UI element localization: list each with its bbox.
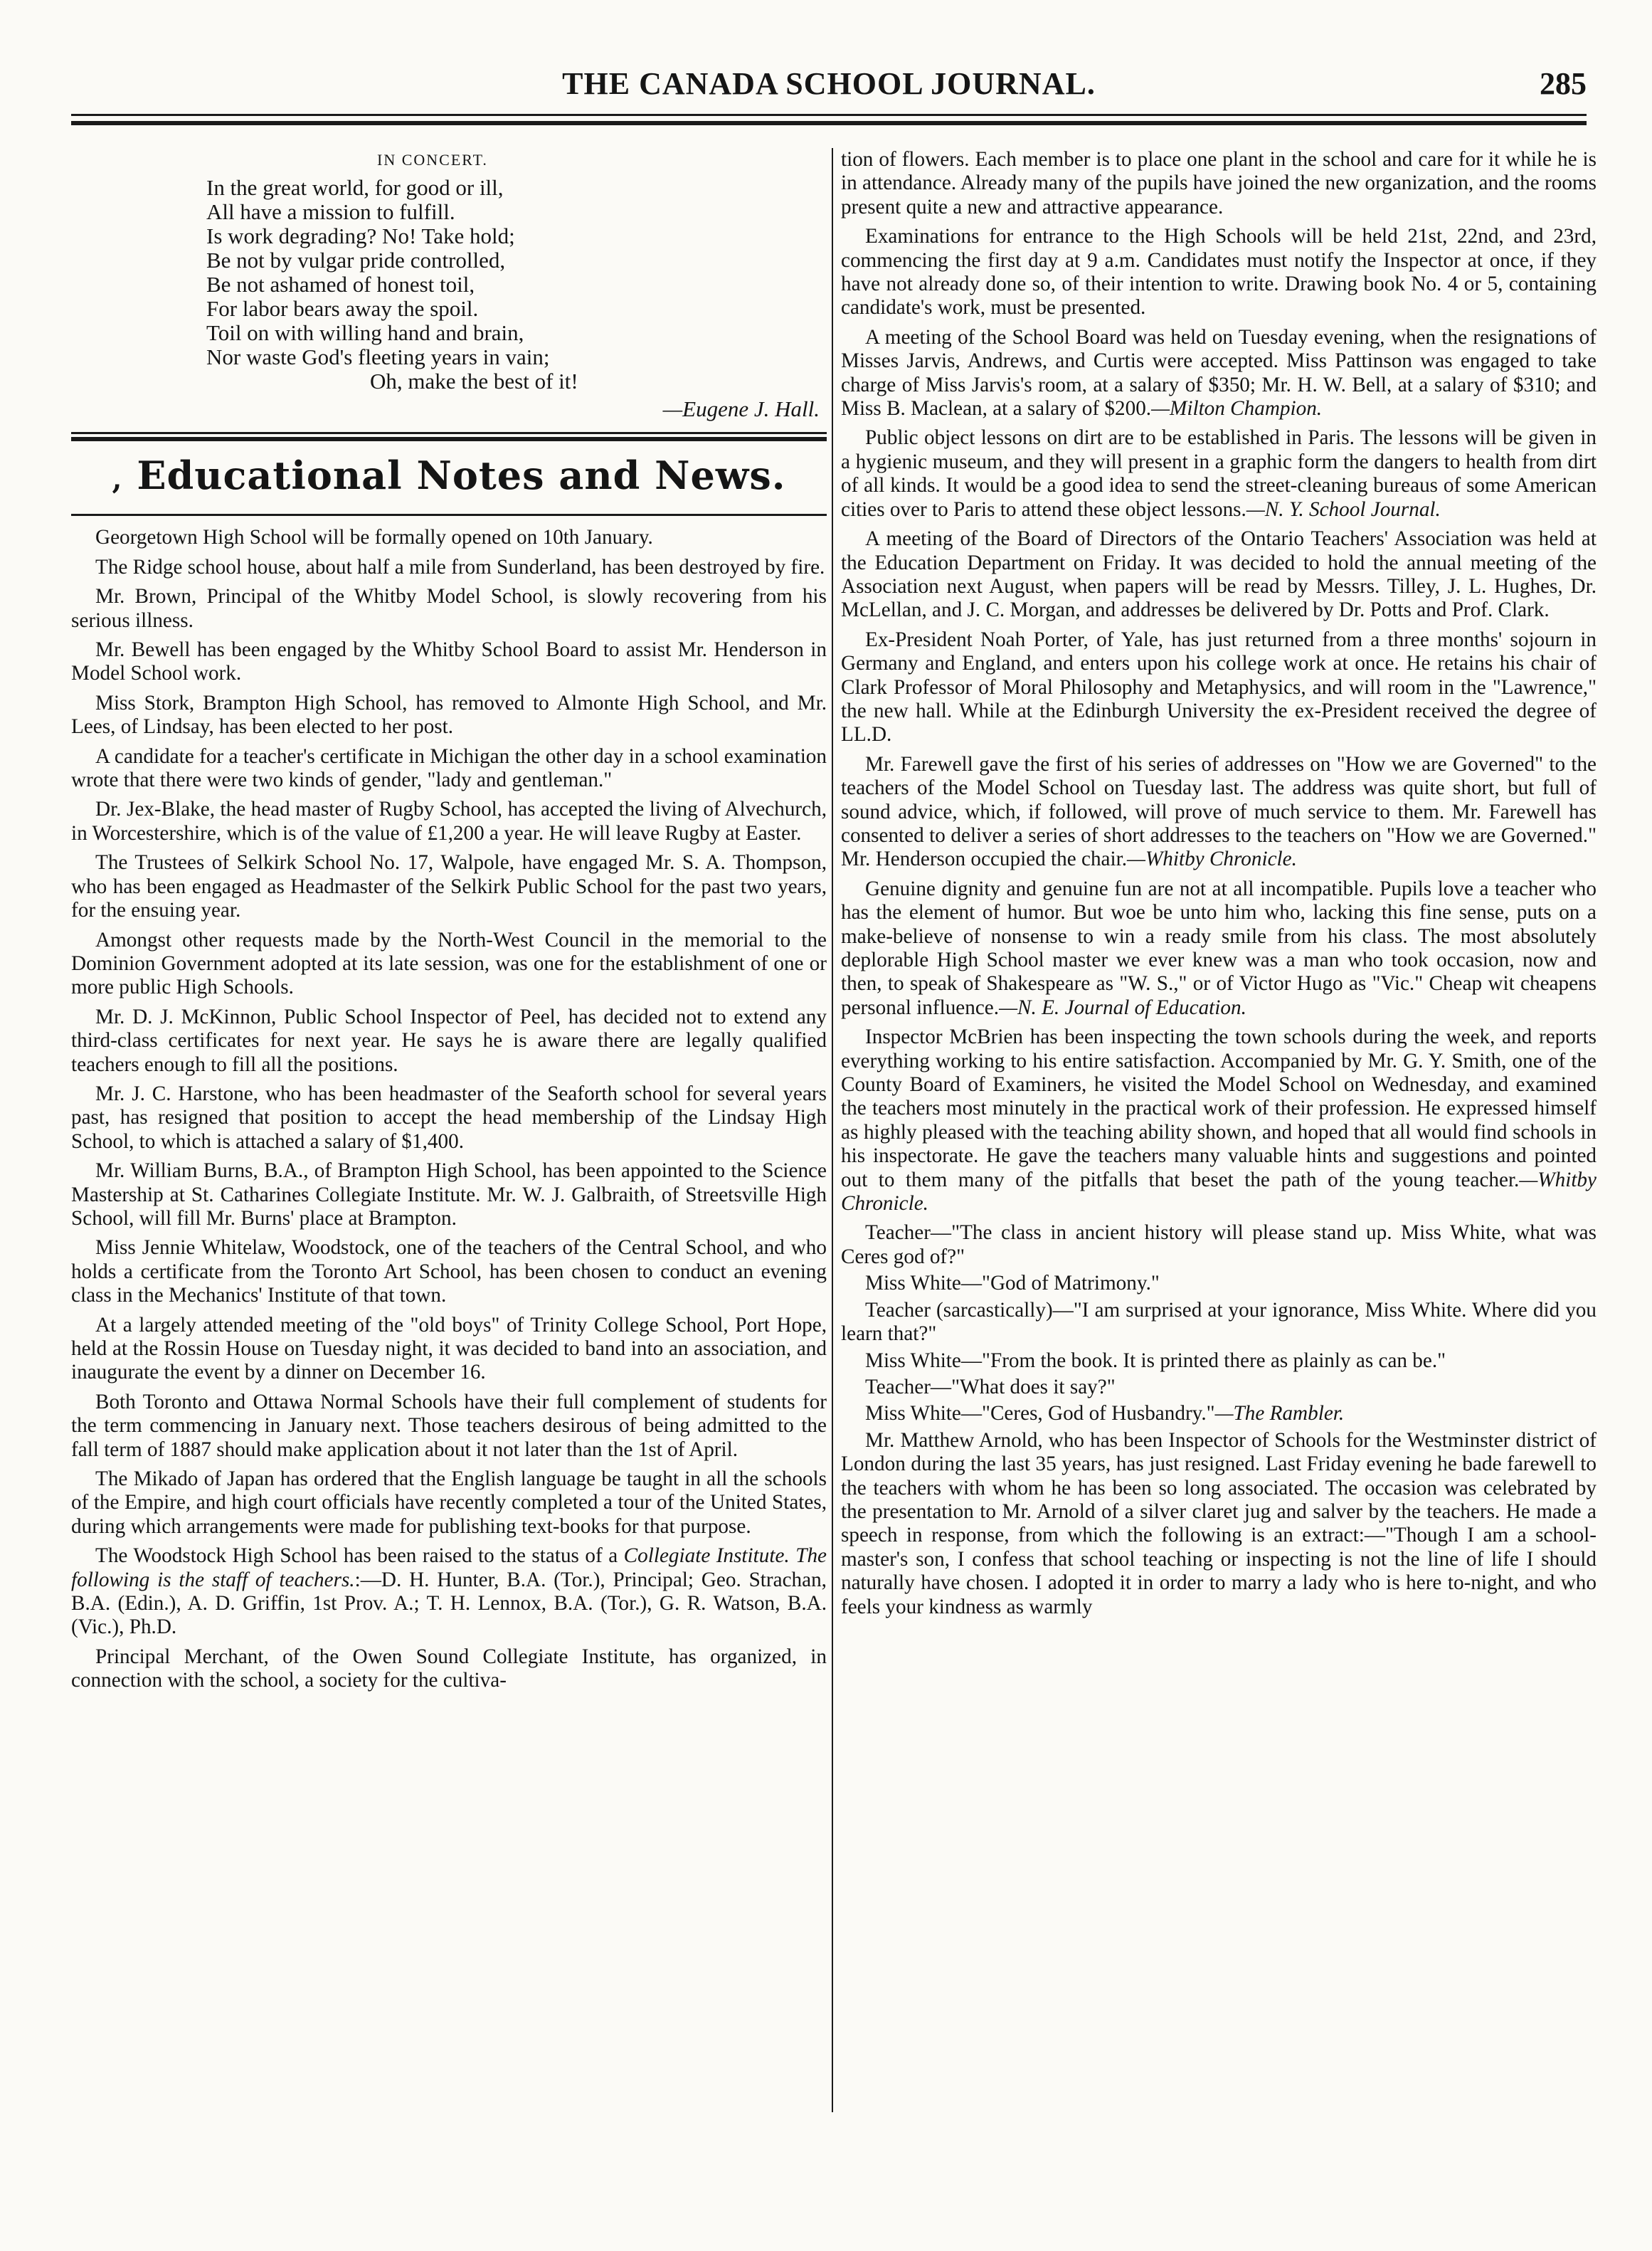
news-text: A meeting of the School Board was held on Tuesday evening, when the resignations of Misses Jarvis, Andrews, and Curtis were accepted. Miss Pattinson was engaged to take charge of Miss Jarvis's room, at a salary of $350; Mr. H. W. Bell, at a salary of $310; and Miss B. Maclean, at a salary of $200. [841, 325, 1597, 421]
news-source: —The Rambler. [1214, 1402, 1345, 1425]
news-item: The Ridge school house, about half a mile from Sunderland, has been destroyed by fire. [95, 555, 825, 579]
header-rule-thin [71, 114, 1587, 116]
journal-title: THE CANADA SCHOOL JOURNAL. [562, 66, 1096, 101]
news-item [841, 1026, 1597, 1216]
news-item: Mr. Bewell has been engaged by the Whitby School Board to assist Mr. Henderson in Model School work. [71, 638, 827, 685]
news-source: —Whitby Chronicle. [841, 1168, 1597, 1216]
woodstock-italic: Collegiate Institute. The following is the staff of teachers. [71, 1544, 827, 1591]
dialogue-line: Miss White—"From the book. It is printed there as plainly as can be." [865, 1349, 1446, 1372]
poem-line: Nor waste God's fleeting years in vain; [206, 344, 550, 370]
news-text: Inspector McBrien has been inspecting the town schools during the week, and reports everything working to his entire satisfaction. Accompanied by Mr. G. Y. Smith, one of the County Board of Examiners, he visited the Model School on Wednesday, and examined the teachers most minutely in the practical work of their profession. He expressed himself as highly pleased with the teaching ability shown, and hoped that all would find schools in his inspectorate. He gave the teachers many valuable hints and suggestions and pointed out to them many of the pitfalls that beset the path of the young teacher. [841, 1026, 1597, 1191]
news-item [841, 326, 1597, 421]
news-source: —N. E. Journal of Education. [999, 996, 1246, 1019]
page-number: 285 [1540, 66, 1587, 101]
poem-line: All have a mission to fulfill. [206, 199, 455, 225]
section-rule-lower [71, 514, 827, 516]
news-item: A candidate for a teacher's certificate in Michigan the other day in a school examination wrote that there were two kinds of gender, "lady and gentleman." [71, 744, 827, 792]
news-item [841, 877, 1597, 1020]
header-rule-thick [71, 121, 1587, 125]
news-item-woodstock [71, 1544, 827, 1640]
news-item [841, 753, 1597, 872]
news-item: Mr. William Burns, B.A., of Brampton High School, has been appointed to the Science Mastership at St. Catharines Collegiate Institute. Mr. W. J. Galbraith, of Streetsville High School, will fill Mr. Burns' place at Brampton. [71, 1159, 827, 1230]
news-item: Mr. D. J. McKinnon, Public School Inspector of Peel, has decided not to extend any third-class certificates for next year. He says he is aware there are legally qualified teachers enough to fill all the positions. [71, 1005, 827, 1076]
left-column [71, 148, 827, 1699]
news-item: Mr. Matthew Arnold, who has been Inspector of Schools for the Westminster district of London during the last 35 years, has just resigned. Last Friday evening he bade farewell to the teachers with whom he has been so long associated. The occasion was celebrated by the presentation to Mr. Arnold of a silver claret jug and salver by the teachers. He made a speech in response, from which the following is an extract:—"Though I am a school-master's son, I confess that school teaching or inspecting is not the line of life I should naturally have chosen. I adopted it in order to marry a lady who is here to-night, and who feels your kindness as warmly [841, 1428, 1597, 1618]
dialogue-line: Teacher (sarcastically)—"I am surprised at your ignorance, Miss White. Where did you learn that?" [841, 1298, 1597, 1346]
news-item: The Trustees of Selkirk School No. 17, Walpole, have engaged Mr. S. A. Thompson, who has been engaged as Headmaster of the Selkirk Public School for the past two years, for the ensuing year. [71, 851, 827, 922]
woodstock-lead: The Woodstock High School has been raised to the status of a [95, 1544, 618, 1568]
news-item-continued: tion of flowers. Each member is to place one plant in the school and care for it while he is in attendance. Already many of the pupils have joined the new organization, and the rooms present quite a new and attractive appearance. [841, 148, 1597, 218]
section-rule-thick [71, 437, 827, 441]
news-item: A meeting of the Board of Directors of the Ontario Teachers' Association was held at the Education Department on Friday. It was decided to hold the annual meeting of the Association next August, when papers will be read by Messrs. Tilley, J. L. Hughes, Dr. McLellan, and J. C. Morgan, and addresses be delivered by Dr. Potts and Prof. Clark. [841, 527, 1597, 622]
poem-line: Is work degrading? No! Take hold; [206, 223, 515, 249]
section-title [71, 448, 827, 507]
column-divider [832, 148, 833, 2112]
dialogue-line: Teacher—"What does it say?" [865, 1375, 1116, 1398]
news-text: Genuine dignity and genuine fun are not at all incompatible. Pupils love a teacher who has the element of humor. But woe be unto him who, lacking this fine sense, puts on a make-believe of nonsense to win a ready smile from his class. The most absolutely deplorable High School master we ever knew was a man who took occasion, now and then, to speak of Shakespeare as "W. S.," or of Victor Hugo as "Vic." Cheap wit cheapens personal influence. [841, 877, 1597, 1019]
news-item: Ex-President Noah Porter, of Yale, has just returned from a three months' sojourn in Germany and England, and enters upon his college work at once. He retains his chair of Clark Professor of Moral Philosophy and Metaphysics, and will room in the "Lawrence," the new hall. While at the Edinburgh University the ex-President received the degree of LL.D. [841, 628, 1597, 747]
running-header [71, 65, 1587, 108]
poem-heading: IN CONCERT. [377, 151, 488, 169]
section-title-text: Educational Notes and News. [137, 453, 786, 499]
news-source: —Whitby Chronicle. [1127, 848, 1297, 871]
news-source: —N. Y. School Journal. [1246, 497, 1441, 521]
news-text: Public object lessons on dirt are to be established in Paris. The lessons will be given in a hygienic museum, and they will present in a graphic form the dangers to health from dirt of all kinds. It would be a good idea to send the street-cleaning bureaus of some American cities over to Paris to attend these object lessons. [841, 426, 1597, 521]
dialogue-text: Miss White—"Ceres, God of Husbandry." [865, 1402, 1215, 1425]
news-item: Amongst other requests made by the North-West Council in the memorial to the Dominion Government adopted at its late session, was one for the establishment of one or more public High Schools. [71, 928, 827, 999]
news-text: Mr. Farewell gave the first of his series of addresses on "How we are Governed" to the teachers of the Model School on Tuesday last. The address was quite short, but full of sound advice, which, if followed, will prove of much service to them. Mr. Farewell has consented to deliver a series of short addresses to the teachers on "How we are Governed." Mr. Henderson occupied the chair. [841, 752, 1597, 871]
dialogue-line: Teacher—"The class in ancient history will please stand up. Miss White, what was Ceres god of?" [841, 1221, 1597, 1268]
news-item: Mr. Brown, Principal of the Whitby Model School, is slowly recovering from his serious illness. [71, 585, 827, 632]
news-item: Examinations for entrance to the High Schools will be held 21st, 22nd, and 23rd, commencing the first day at 9 a.m. Candidates must notify the Inspector at once, if they have not already done so, of their intention to write. Drawing book No. 4 or 5, containing candidate's work, must be presented. [841, 225, 1597, 320]
woodstock-staff: :—D. H. Hunter, B.A. (Tor.), Principal; Geo. Strachan, B.A. (Edin.), A. D. Griffin, 1st Prov. A.; T. H. Lennox, B.A. (Tor.), G. R. Watson, B.A. (Vic.), Ph.D. [71, 1568, 827, 1639]
poem-line: For labor bears away the spoil. [206, 296, 479, 322]
news-item: Both Toronto and Ottawa Normal Schools have their full complement of students for the term commencing in January next. Those teachers desirous of being admitted to the fall term of 1887 should make application about it not later than the 1st of April. [71, 1390, 827, 1461]
poem-line: Be not by vulgar pride controlled, [206, 248, 506, 273]
poem-line: Be not ashamed of honest toil, [206, 272, 475, 297]
poem-line: Oh, make the best of it! [370, 369, 578, 394]
poem-author: —Eugene J. Hall. [662, 396, 820, 422]
news-item: Mr. J. C. Harstone, who has been headmaster of the Seaforth school for several years past, has resigned that position to accept the head membership of the Lindsay High School, to which is attached a salary of $1,400. [71, 1082, 827, 1153]
right-column [841, 148, 1597, 1625]
news-item: Miss Stork, Brampton High School, has removed to Almonte High School, and Mr. Lees, of Lindsay, has been elected to her post. [71, 691, 827, 739]
news-item: Principal Merchant, of the Owen Sound Collegiate Institute, has organized, in connection with the school, a society for the cultiva- [71, 1645, 827, 1692]
section-rule [71, 432, 827, 434]
news-item: Georgetown High School will be formally opened on 10th January. [95, 526, 653, 549]
poem [206, 176, 827, 394]
poem-line: In the great world, for good or ill, [206, 175, 504, 201]
section-title-bullet: , [112, 463, 123, 497]
dialogue-line [841, 1402, 1597, 1425]
news-item [841, 426, 1597, 522]
news-item: Miss Jennie Whitelaw, Woodstock, one of the teachers of the Central School, and who holds a certificate from the Toronto Art School, has been chosen to conduct an evening class in the Mechanics' Institute of that town. [71, 1236, 827, 1307]
news-source: —Milton Champion. [1151, 397, 1323, 421]
dialogue-line: Miss White—"God of Matrimony." [865, 1272, 1160, 1295]
news-item: Dr. Jex-Blake, the head master of Rugby School, has accepted the living of Alvechurch, in Worcestershire, which is of the value of £1,200 a year. He will leave Rugby at Easter. [71, 798, 827, 845]
poem-line: Toil on with willing hand and brain, [206, 320, 524, 346]
news-item: At a largely attended meeting of the "old boys" of Trinity College School, Port Hope, held at the Rossin House on Tuesday night, it was decided to band into an association, and inaugurate the event by a dinner on December 16. [71, 1313, 827, 1384]
news-item: The Mikado of Japan has ordered that the English language be taught in all the schools of the Empire, and high court officials have recently completed a tour of the United States, during which arrangements were made for publishing text-books for that purpose. [71, 1467, 827, 1538]
